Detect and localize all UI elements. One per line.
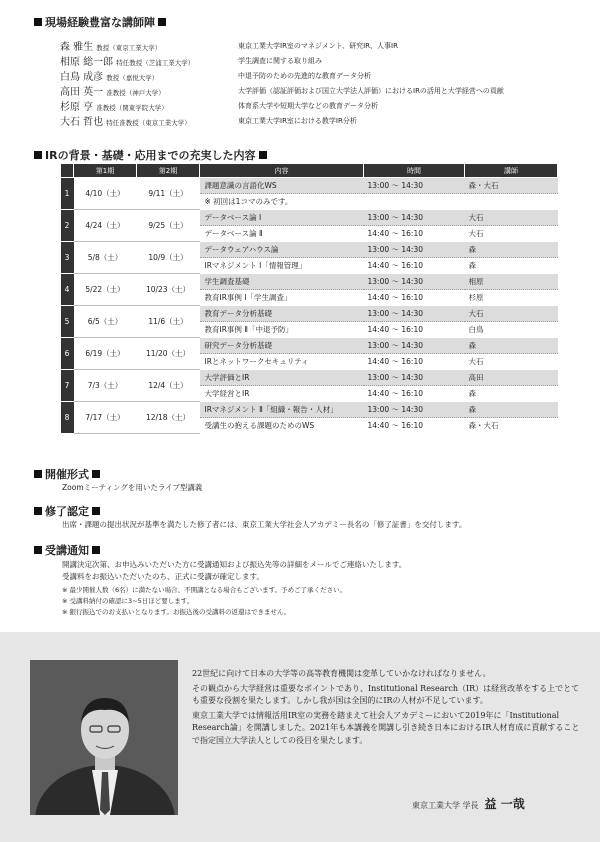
lecturer-item: 相原 総一郎 特任教授（芝浦工業大学） 学生調査に関する取り組み	[60, 56, 322, 68]
session-instructor: 森	[465, 338, 558, 354]
format-heading: 開催形式	[34, 466, 100, 482]
table-row	[61, 242, 558, 258]
table-header	[61, 164, 558, 178]
table-row	[61, 274, 558, 290]
square-bullet-icon	[92, 546, 100, 554]
lecturer-item: 大石 哲也 特任准教授（東京工業大学） 東京工業大学IR室における教学IR分析	[60, 116, 357, 128]
session-content: IRマネジメント Ⅰ「情報管理」	[200, 258, 364, 274]
table-row	[61, 306, 558, 322]
term1-date: 5/22（土）	[74, 274, 137, 306]
session-content: データベース論 Ⅰ	[200, 210, 364, 226]
term1-date: 7/3（土）	[74, 370, 137, 402]
session-instructor: 森	[465, 242, 558, 258]
format-text: Zoomミーティングを用いたライブ型講義	[62, 483, 203, 492]
term2-date: 12/4（土）	[137, 370, 200, 402]
term1-date: 7/17（土）	[74, 402, 137, 434]
session-time: 13:00 ～ 14:30	[364, 242, 465, 258]
header-time: 時間	[364, 164, 465, 178]
portrait-illustration	[30, 660, 178, 815]
session-time: 13:00 ～ 14:30	[364, 178, 465, 194]
header-term1: 第1期	[74, 164, 137, 178]
session-time: 14:40 ～ 16:10	[364, 354, 465, 370]
notice-line: 受講料をお振込いただいたのち、正式に受講が確定します。	[62, 572, 264, 581]
term2-date: 9/25（土）	[137, 210, 200, 242]
session-time: 14:40 ～ 16:10	[364, 258, 465, 274]
session-content: 受講生の抱える課題のためのWS	[200, 418, 364, 434]
header-instructor: 講師	[465, 164, 558, 178]
session-content: データベース論 Ⅱ	[200, 226, 364, 242]
lecturer-item: 白鳥 成彦 教授（嘉悦大学） 中退予防のための先進的な教育データ分析	[60, 71, 371, 83]
notice-note: ※ 最少開催人数（6名）に満たない場合、不開講となる場合もございます。予めご了承ください。	[62, 586, 347, 594]
square-bullet-icon	[34, 470, 42, 478]
session-number: 4	[61, 274, 74, 306]
session-time: 13:00 ～ 14:30	[364, 370, 465, 386]
session-number: 8	[61, 402, 74, 434]
square-bullet-icon	[92, 470, 100, 478]
session-instructor: 森	[465, 386, 558, 402]
session-time: 13:00 ～ 14:30	[364, 338, 465, 354]
session-content: 大学評価とIR	[200, 370, 364, 386]
session-content: IRマネジメント Ⅱ「組織・報告・人材」	[200, 402, 364, 418]
table-row	[61, 178, 558, 194]
session-time: 13:00 ～ 14:30	[364, 306, 465, 322]
session-content: 教育IR事例 Ⅱ「中退予防」	[200, 322, 364, 338]
notice-body	[62, 559, 406, 618]
square-bullet-icon	[92, 507, 100, 515]
session-content: 学生調査基礎	[200, 274, 364, 290]
session-instructor: 相原	[465, 274, 558, 290]
term1-date: 6/5（土）	[74, 306, 137, 338]
table-body	[61, 178, 558, 434]
header-content: 内容	[200, 164, 364, 178]
term1-date: 4/10（土）	[74, 178, 137, 210]
term2-date: 10/23（土）	[137, 274, 200, 306]
curriculum-table	[60, 163, 558, 434]
session-time	[364, 194, 465, 210]
lecturer-item: 杉原 亨 准教授（関東学院大学） 体育系大学や短期大学などの教育データ分析	[60, 101, 378, 113]
table-row	[61, 402, 558, 418]
session-time: 13:00 ～ 14:30	[364, 274, 465, 290]
session-instructor: 大石	[465, 354, 558, 370]
session-time: 14:40 ～ 16:10	[364, 322, 465, 338]
session-content: 教育データ分析基礎	[200, 306, 364, 322]
table-row	[61, 210, 558, 226]
session-number: 7	[61, 370, 74, 402]
session-time: 14:40 ～ 16:10	[364, 418, 465, 434]
notice-note: ※ 受講料納付の確認に3~5日ほど要します。	[62, 597, 194, 605]
curriculum-heading: IRの背景・基礎・応用までの充実した内容	[34, 147, 267, 163]
table-row	[61, 338, 558, 354]
square-bullet-icon	[259, 151, 267, 159]
table-row	[61, 370, 558, 386]
term2-date: 10/9（土）	[137, 242, 200, 274]
square-bullet-icon	[34, 18, 42, 26]
lecturer-list	[60, 38, 580, 128]
certification-heading: 修了認定	[34, 503, 100, 519]
session-content: ※ 初回は1コマのみです。	[200, 194, 364, 210]
term2-date: 11/20（土）	[137, 338, 200, 370]
square-bullet-icon	[158, 18, 166, 26]
term2-date: 9/11（土）	[137, 178, 200, 210]
session-time: 13:00 ～ 14:30	[364, 402, 465, 418]
session-number: 6	[61, 338, 74, 370]
session-time: 13:00 ～ 14:30	[364, 210, 465, 226]
message-paragraph: 東京工業大学では情報活用IR室の実務を踏まえて社会人アカデミーにおいて2019年に「Institutional Research論」を開講しました。2021年も本講義を開講し引き続き日本におけるIR人材育成に貢献することで指定国立大学法人としての役目を果たします。	[192, 710, 580, 745]
session-instructor: 大石	[465, 226, 558, 242]
square-bullet-icon	[34, 546, 42, 554]
session-content: 研究データ分析基礎	[200, 338, 364, 354]
session-content: 課題意識の言語化WS	[200, 178, 364, 194]
session-content: 教育IR事例 Ⅰ「学生調査」	[200, 290, 364, 306]
message-paragraph: 22世紀に向けて日本の大学等の高等教育機関は変革していかなければなりません。	[192, 669, 491, 678]
header-term2: 第2期	[137, 164, 200, 178]
session-time: 14:40 ～ 16:10	[364, 226, 465, 242]
term1-date: 5/8（土）	[74, 242, 137, 274]
session-instructor: 大石	[465, 306, 558, 322]
lecturer-item: 森 雅生 教授（東京工業大学） 東京工業大学IR室のマネジメント、研究IR、人事IR	[60, 41, 398, 53]
notice-note: ※ 銀行振込でのお支払いとなります。お振込後の受講料の返還はできません。	[62, 608, 291, 616]
lecturers-heading: 現場経験豊富な講師陣	[34, 14, 166, 30]
session-instructor: 大石	[465, 210, 558, 226]
notice-line: 開講決定次第、お申込みいただいた方に受講通知および振込先等の詳細をメールでご連絡いたします。	[62, 560, 407, 569]
president-message	[192, 668, 587, 749]
session-number: 3	[61, 242, 74, 274]
session-number: 1	[61, 178, 74, 210]
session-time: 14:40 ～ 16:10	[364, 290, 465, 306]
term2-date: 12/18（土）	[137, 402, 200, 434]
term2-date: 11/6（土）	[137, 306, 200, 338]
session-number: 5	[61, 306, 74, 338]
session-time: 14:40 ～ 16:10	[364, 386, 465, 402]
session-instructor: 杉原	[465, 290, 558, 306]
session-instructor: 森・大石	[465, 178, 558, 194]
session-instructor: 森	[465, 258, 558, 274]
session-instructor: 白鳥	[465, 322, 558, 338]
message-paragraph: その観点から大学経営は重要なポイントであり、Institutional Research（IR）は経営改革をする上でとても重要な役割を果たします。しかし我が国は全国的にIRの人材が不足しています。	[192, 683, 580, 705]
session-instructor: 森・大石	[465, 418, 558, 434]
square-bullet-icon	[34, 151, 42, 159]
session-content: IRとネットワークセキュリティ	[200, 354, 364, 370]
signature: 東京工業大学 学長 益 一哉	[412, 797, 525, 811]
session-content: データウェアハウス論	[200, 242, 364, 258]
header-corner	[61, 164, 74, 178]
session-instructor: 森	[465, 402, 558, 418]
notice-heading: 受講通知	[34, 542, 100, 558]
president-photo	[30, 660, 178, 815]
square-bullet-icon	[34, 507, 42, 515]
session-number: 2	[61, 210, 74, 242]
session-instructor	[465, 194, 558, 210]
term1-date: 6/19（土）	[74, 338, 137, 370]
session-instructor: 高田	[465, 370, 558, 386]
term1-date: 4/24（土）	[74, 210, 137, 242]
certification-text: 出席・課題の提出状況が基準を満たした修了者には、東京工業大学社会人アカデミー長名の「修了証書」を交付します。	[62, 520, 467, 529]
lecturer-item: 高田 英一 准教授（神戸大学） 大学評価（認証評価および国立大学法人評価）におけるIRの活用と大学経営への貢献	[60, 86, 504, 98]
session-content: 大学経営とIR	[200, 386, 364, 402]
